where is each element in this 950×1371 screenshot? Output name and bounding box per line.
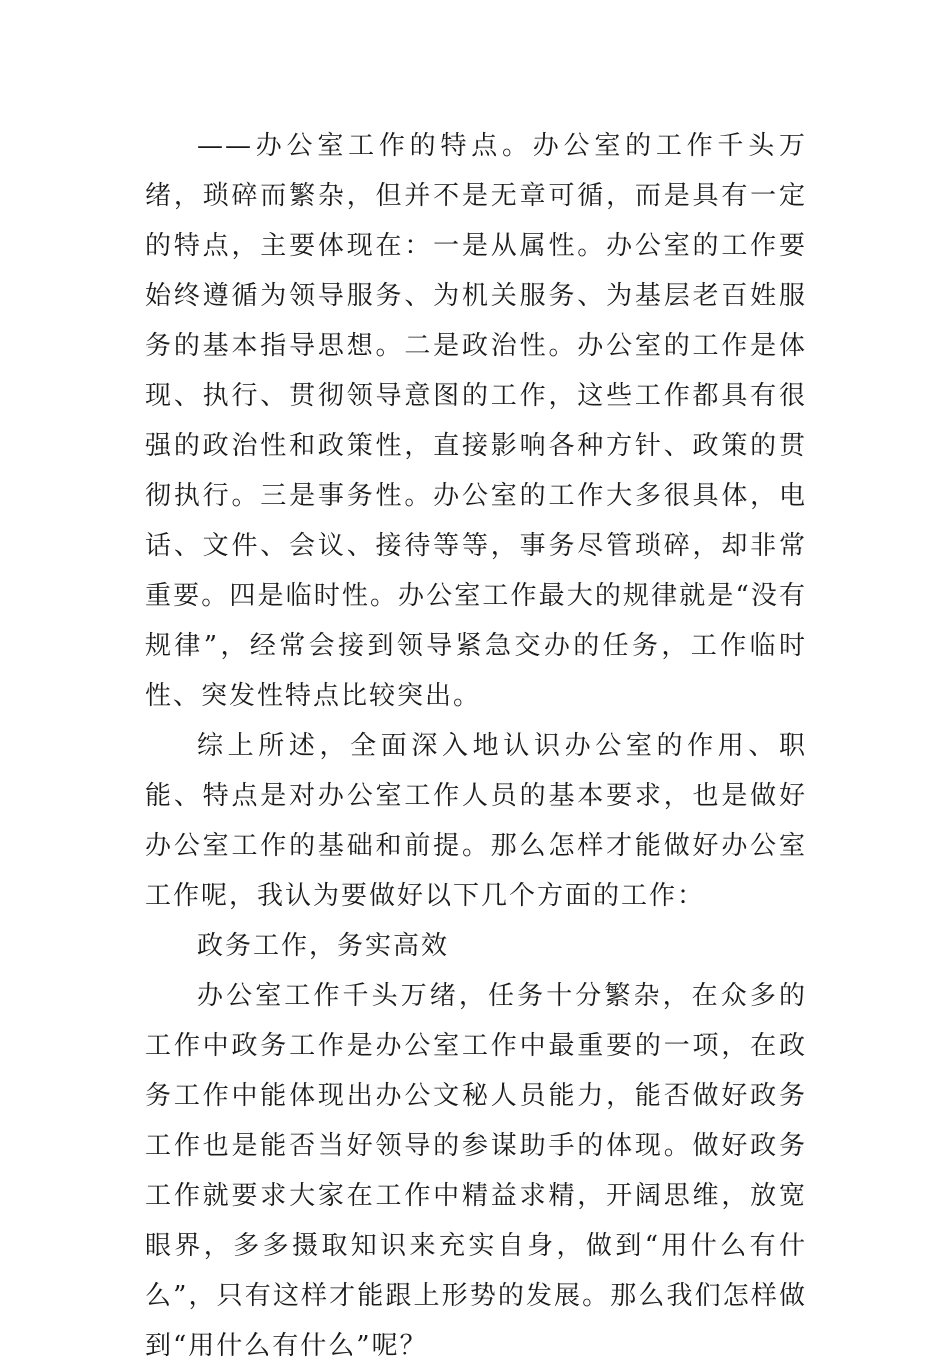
paragraph-office-characteristics: ——办公室工作的特点。办公室的工作千头万绪，琐碎而繁杂，但并不是无章可循，而是具有一定的特点，主要体现在：一是从属性。办公室的工作要始终遵循为领导服务、为机关服务、为基层老百姓服务的基本指导思想。二是政治性。办公室的工作是体现、执行、贯彻领导意图的工作，这些工作都具有很强的政治性和政策性，直接影响各种方针、政策的贯彻执行。三是事务性。办公室的工作大多很具体，电话、文件、会议、接待等等，事务尽管琐碎，却非常重要。四是临时性。办公室工作最大的规律就是“没有规律”，经常会接到领导紧急交办的任务，工作临时性、突发性特点比较突出。 (145, 131, 807, 711)
paragraph-summary: 综上所述，全面深入地认识办公室的作用、职能、特点是对办公室工作人员的基本要求，也是做好办公室工作的基础和前提。那么怎样才能做好办公室工作呢，我认为要做好以下几个方面的工作： (145, 731, 807, 911)
paragraph-government-affairs: 办公室工作千头万绪，任务十分繁杂，在众多的工作中政务工作是办公室工作中最重要的一项，在政务工作中能体现出办公文秘人员能力，能否做好政务工作也是能否当好领导的参谋助手的体现。做好政务工作就要求大家在工作中精益求精，开阔思维，放宽眼界，多多摄取知识来充实自身，做到“用什么有什么”，只有这样才能跟上形势的发展。那么我们怎样做到“用什么有什么”呢？ (145, 981, 807, 1361)
document-body (145, 121, 807, 1371)
section-heading: 政务工作，务实高效 (197, 931, 450, 961)
